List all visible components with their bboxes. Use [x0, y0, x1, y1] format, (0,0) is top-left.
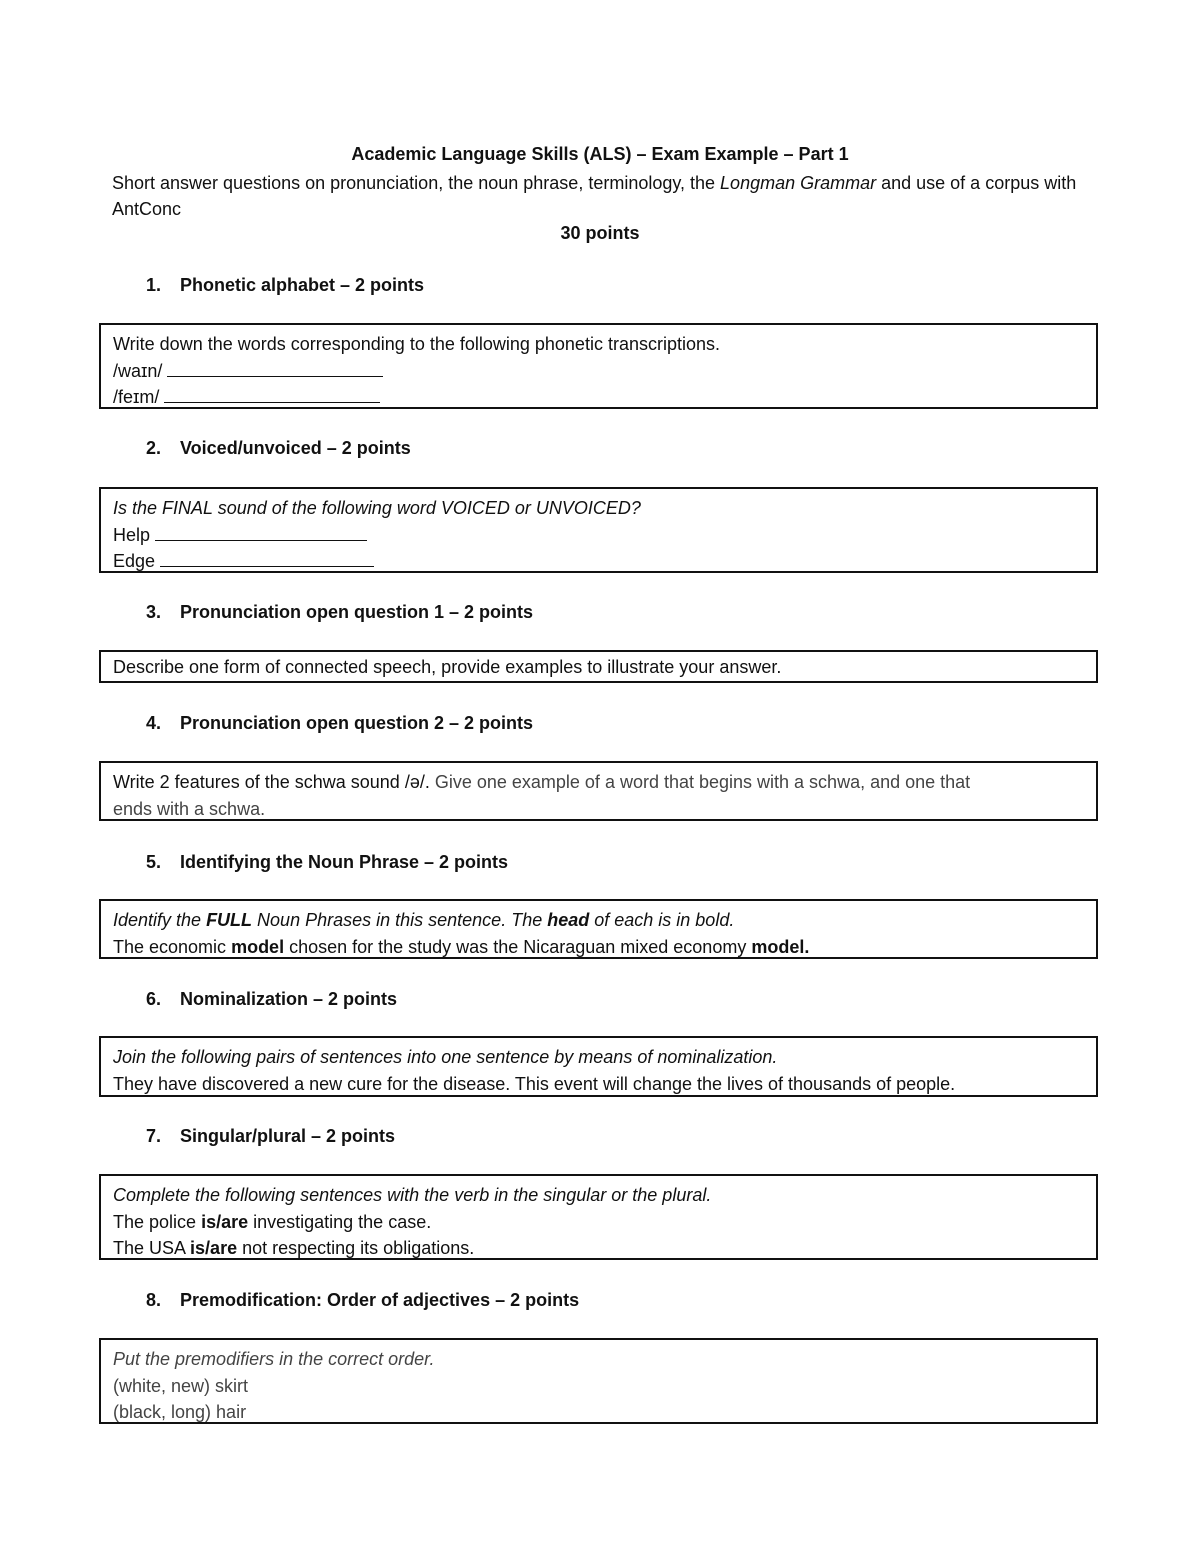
- sentence-part: not respecting its obligations.: [237, 1238, 475, 1258]
- question-title: Identifying the Noun Phrase – 2 points: [180, 852, 509, 872]
- answer-blank[interactable]: [160, 548, 374, 567]
- question-3-heading: [146, 601, 533, 623]
- sentence-part: investigating the case.: [248, 1211, 432, 1232]
- question-number: 7.: [146, 1126, 162, 1146]
- answer-line: [113, 548, 1084, 575]
- question-title: Pronunciation open question 2 – 2 points: [180, 713, 534, 733]
- question-4-heading: [146, 712, 533, 734]
- question-8-box: [99, 1338, 1098, 1424]
- verb-choice: is/are: [201, 1211, 249, 1232]
- noun-head: model.: [751, 936, 810, 957]
- page-title: Academic Language Skills (ALS) – Exam Example – Part 1: [351, 144, 849, 164]
- answer-line: [113, 384, 1084, 411]
- question-instruction: [113, 769, 1084, 796]
- question-number: 2.: [146, 438, 162, 458]
- answer-prompt: /waɪn/: [113, 360, 163, 381]
- verb-choice: is/are: [190, 1238, 238, 1258]
- example-sentence: [113, 1209, 1084, 1236]
- total-points: 30 points: [560, 223, 640, 243]
- answer-line: [113, 358, 1084, 385]
- question-7-heading: [146, 1125, 395, 1147]
- question-6-box: [99, 1036, 1098, 1097]
- question-number: 4.: [146, 713, 162, 733]
- question-instruction: Is the FINAL sound of the following word VOICED or UNVOICED?: [113, 498, 641, 518]
- sentence-part: The police: [113, 1211, 202, 1232]
- question-instruction: Write down the words corresponding to the following phonetic transcriptions.: [113, 334, 720, 354]
- sentence-part: chosen for the study was the Nicaraguan mixed economy: [284, 936, 752, 957]
- question-4-box: [99, 761, 1098, 821]
- instruction-bold: head: [547, 910, 590, 930]
- answer-blank[interactable]: [155, 522, 367, 541]
- question-1-box: [99, 323, 1098, 409]
- subtitle-emphasis: Longman Grammar: [720, 173, 877, 193]
- noun-head: model: [231, 936, 285, 957]
- instruction-bold: FULL: [206, 910, 253, 930]
- question-title: Phonetic alphabet – 2 points: [180, 275, 425, 295]
- question-1-heading: [146, 274, 424, 296]
- question-number: 3.: [146, 602, 162, 622]
- subtitle-text-post: and use of a corpus with AntConc: [112, 173, 1077, 219]
- question-8-heading: [146, 1289, 579, 1311]
- question-title: Nominalization – 2 points: [180, 989, 398, 1009]
- question-number: 5.: [146, 852, 162, 872]
- adjective-item: (white, new) skirt: [113, 1375, 249, 1396]
- question-number: 6.: [146, 989, 162, 1009]
- answer-blank[interactable]: [167, 358, 383, 377]
- question-title: Pronunciation open question 1 – 2 points: [180, 602, 534, 622]
- subtitle: [112, 170, 1092, 222]
- answer-prompt: /feɪm/: [113, 387, 160, 407]
- question-instruction: Join the following pairs of sentences into one sentence by means of nominalization.: [113, 1047, 778, 1067]
- instruction-part: Noun Phrases in this sentence. The: [252, 910, 548, 930]
- question-instruction: [113, 907, 1084, 934]
- answer-blank[interactable]: [164, 384, 380, 403]
- question-instruction: Complete the following sentences with the verb in the singular or the plural.: [113, 1185, 712, 1205]
- example-sentence: [113, 1235, 1084, 1262]
- question-7-box: [99, 1174, 1098, 1260]
- question-instruction: Put the premodifiers in the correct order.: [113, 1349, 435, 1369]
- instruction-part: Give one example of a word that begins with a schwa, and one that: [434, 772, 971, 792]
- question-3-box: [99, 650, 1098, 683]
- instruction-part: of each is in bold.: [589, 910, 735, 930]
- instruction-part: Write 2 features of the schwa sound /ə/.: [113, 772, 435, 792]
- sentence-part: The USA: [113, 1238, 191, 1258]
- subtitle-text-pre: Short answer questions on pronunciation, the noun phrase, terminology, the: [112, 173, 721, 193]
- instruction-part: Identify the: [113, 910, 207, 930]
- question-5-heading: [146, 851, 508, 873]
- question-instruction-cont: ends with a schwa.: [113, 798, 266, 819]
- question-instruction: Describe one form of connected speech, provide examples to illustrate your answer.: [113, 657, 782, 677]
- answer-line: [113, 522, 1084, 549]
- question-title: Singular/plural – 2 points: [180, 1126, 396, 1146]
- question-title: Premodification: Order of adjectives – 2 points: [180, 1290, 580, 1310]
- answer-prompt: Help: [113, 524, 151, 545]
- example-sentence: They have discovered a new cure for the disease. This event will change the lives of thousands of people.: [113, 1073, 956, 1094]
- sentence-part: The economic: [113, 936, 232, 957]
- question-5-box: [99, 899, 1098, 959]
- question-title: Voiced/unvoiced – 2 points: [180, 438, 411, 458]
- question-2-box: [99, 487, 1098, 573]
- question-number: 8.: [146, 1290, 162, 1310]
- question-2-heading: [146, 437, 411, 459]
- question-number: 1.: [146, 275, 162, 295]
- question-6-heading: [146, 988, 397, 1010]
- adjective-item: (black, long) hair: [113, 1402, 247, 1422]
- example-sentence: [113, 934, 1084, 961]
- answer-prompt: Edge: [113, 551, 156, 571]
